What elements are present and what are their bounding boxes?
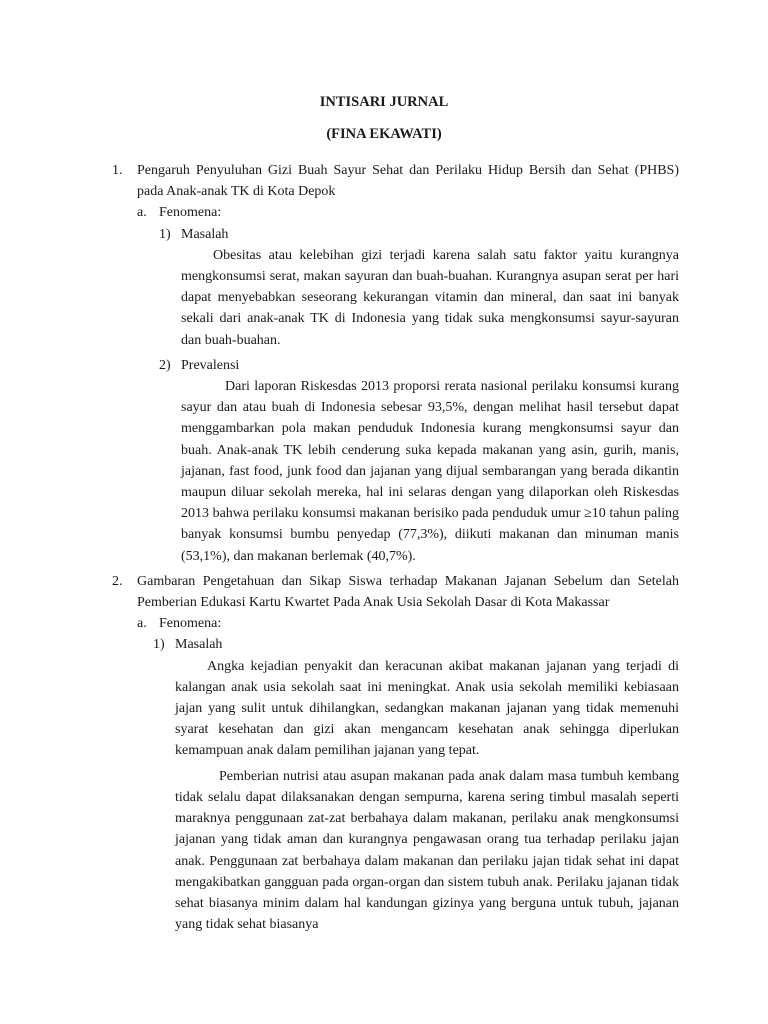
item-number: 1.	[112, 163, 123, 178]
paragraph: Pemberian nutrisi atau asupan makanan pada anak dalam masa tumbuh kembang tidak selalu dapat dilaksanakan dengan sempurna, karena sering timbul masalah seperti maraknya penggunaan zat-zat berbahaya dalam makanan, perilaku anak mengkonsumsi jajanan yang tidak aman dan kurangnya pengawasan orang tua terhadap perilaku jajan anak. Penggunaan zat berbahaya dalam makanan dan perilaku jajan tidak sehat ini dapat mengakibatkan gangguan pada organ-organ dan sistem tubuh anak. Perilaku jajanan tidak sehat biasanya minim dalam hal kandungan gizinya yang berguna untuk tubuh, jajanan yang tidak sehat biasanya	[175, 768, 679, 933]
sub-item-heading: Fenomena:	[159, 205, 222, 221]
sub-item-label: a.	[137, 616, 147, 632]
item-heading: Pengaruh Penyuluhan Gizi Buah Sayur Sehat dan Perilaku Hidup Bersih dan Sehat (PHBS) pada Anak-anak TK di Kota Depok	[137, 163, 679, 200]
paragraph: Dari laporan Riskesdas 2013 proporsi rerata nasional perilaku konsumsi kurang sayur dan atau buah di Indonesia sebesar 93,5%, dengan melihat hasil tersebut dapat menggambarkan pola makan penduduk Indonesia kurang mengkonsumsi sayur dan buah. Anak-anak TK lebih cenderung suka kepada makanan yang asin, gurih, manis, jajanan, fast food, junk food dan jajanan yang dijual sembarangan yang berada dikantin maupun diluar sekolah mereka, hal ini selaras dengan yang dilaporkan oleh Riskesdas 2013 bahwa perilaku konsumsi makanan berisiko pada penduduk umur ≥10 tahun paling banyak konsumsi bumbu penyedap (77,3%), diikuti makanan dan minuman manis (53,1%), dan makanan berlemak (40,7%).	[181, 379, 679, 564]
point-item	[0, 224, 768, 245]
document-title: INTISARI JURNAL	[319, 94, 449, 110]
point-heading: Prevalensi	[181, 357, 240, 373]
sub-item	[0, 202, 768, 223]
point-heading: Masalah	[181, 226, 229, 242]
sub-item	[0, 613, 768, 634]
point-item	[0, 355, 768, 376]
item-heading: Gambaran Pengetahuan dan Sikap Siswa terhadap Makanan Jajanan Sebelum dan Setelah Pemberian Edukasi Kartu Kwartet Pada Anak Usia Sekolah Dasar di Kota Makassar	[137, 573, 679, 611]
point-number: 2)	[159, 357, 171, 373]
point-number: 1)	[159, 226, 171, 242]
document-author: (FINA EKAWATI)	[326, 126, 442, 142]
paragraph: Angka kejadian penyakit dan keracunan akibat makanan jajanan yang terjadi di kalangan anak usia sekolah saat ini meningkat. Anak usia sekolah memiliki kebiasaan jajan yang sulit untuk dihilangkan, sedangkan makanan jajanan yang tidak memenuhi syarat kesehatan dan gizi akan mengancam kesehatan anak sehingga diperlukan kemampuan anak dalam pemilihan jajanan yang tepat.	[175, 658, 679, 759]
point-item	[0, 634, 768, 655]
point-heading: Masalah	[175, 637, 223, 653]
journal-item	[0, 571, 768, 613]
paragraph: Obesitas atau kelebihan gizi terjadi karena salah satu faktor yaitu kurangnya mengkonsumsi serat, makan sayuran dan buah-buahan. Kurangnya asupan serat per hari dapat menyebabkan seseorang kekurangan vitamin dan mineral, dan saat ini banyak sekali dari anak-anak TK di Indonesia yang tidak suka mengkonsumsi sayur-sayuran dan buah-buahan.	[181, 247, 679, 348]
sub-item-heading: Fenomena:	[159, 616, 222, 632]
point-number: 1)	[153, 637, 165, 653]
journal-item	[0, 160, 768, 202]
document-body	[0, 160, 768, 935]
item-number: 2.	[112, 573, 123, 589]
sub-item-label: a.	[137, 205, 147, 221]
